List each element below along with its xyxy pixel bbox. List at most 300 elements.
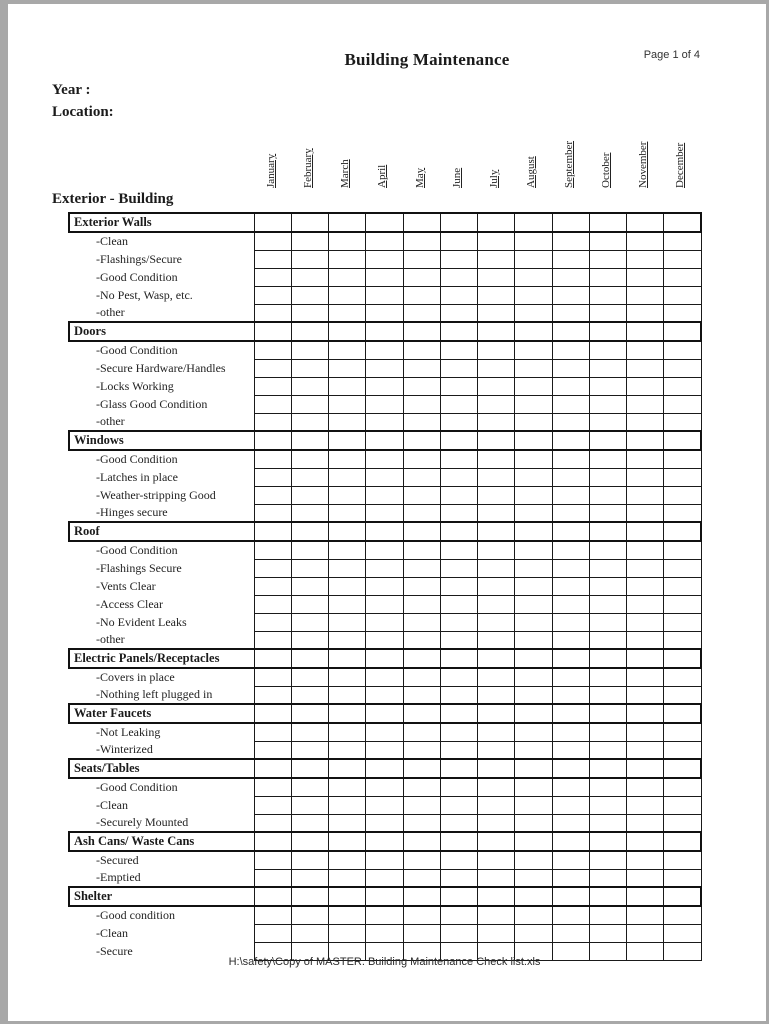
month-check-cell <box>552 851 589 869</box>
month-check-cell <box>403 431 440 450</box>
month-check-cell <box>403 341 440 359</box>
month-check-cell <box>627 559 664 577</box>
section-header-label: Ash Cans/ Waste Cans <box>69 832 254 851</box>
section-header-row <box>69 213 701 232</box>
month-check-cell <box>589 778 626 796</box>
month-check-cell <box>589 250 626 268</box>
month-check-cell <box>515 486 552 504</box>
month-check-cell <box>440 906 477 924</box>
month-check-cell <box>254 232 291 250</box>
month-check-cell <box>366 232 403 250</box>
month-check-cell <box>664 395 701 413</box>
checklist-item-label: -Latches in place <box>96 469 178 484</box>
month-check-cell <box>589 631 626 649</box>
month-check-cell <box>291 559 328 577</box>
month-check-cell <box>664 486 701 504</box>
month-check-cell <box>291 395 328 413</box>
month-check-cell <box>440 359 477 377</box>
month-check-cell <box>440 814 477 832</box>
month-check-cell <box>589 359 626 377</box>
month-check-cell <box>515 595 552 613</box>
month-check-cell <box>664 759 701 778</box>
month-check-cell <box>403 395 440 413</box>
month-check-cell <box>329 814 366 832</box>
checklist-item-row <box>69 268 701 286</box>
month-check-cell <box>515 395 552 413</box>
month-check-cell <box>589 322 626 341</box>
month-check-cell <box>403 906 440 924</box>
month-check-cell <box>515 832 552 851</box>
month-check-cell <box>366 431 403 450</box>
month-column-header <box>626 112 663 189</box>
month-check-cell <box>403 851 440 869</box>
month-check-cell <box>552 577 589 595</box>
section-header-label: Electric Panels/Receptacles <box>69 649 254 668</box>
checklist-item-row <box>69 395 701 413</box>
month-label: June <box>450 167 463 188</box>
month-check-cell <box>291 887 328 906</box>
checklist-item-row <box>69 250 701 268</box>
checklist-item-row <box>69 377 701 395</box>
month-check-cell <box>552 741 589 759</box>
month-check-cell <box>589 906 626 924</box>
month-check-cell <box>627 796 664 814</box>
month-check-cell <box>291 778 328 796</box>
month-check-cell <box>329 595 366 613</box>
month-check-cell <box>440 686 477 704</box>
month-check-cell <box>254 741 291 759</box>
month-check-cell <box>329 832 366 851</box>
month-check-cell <box>403 686 440 704</box>
checklist-item-label: -Not Leaking <box>96 725 161 739</box>
month-column-header <box>551 112 588 189</box>
month-check-cell <box>515 304 552 322</box>
month-label: January <box>264 153 277 188</box>
month-check-cell <box>329 213 366 232</box>
month-check-cell <box>254 504 291 522</box>
month-check-cell <box>329 541 366 559</box>
month-check-cell <box>291 286 328 304</box>
month-check-cell <box>329 468 366 486</box>
section-header-row <box>69 322 701 341</box>
month-column-header <box>514 112 551 189</box>
month-check-cell <box>664 341 701 359</box>
month-check-cell <box>440 613 477 631</box>
month-check-cell <box>664 796 701 814</box>
month-check-cell <box>478 851 515 869</box>
month-check-cell <box>664 686 701 704</box>
month-check-cell <box>403 649 440 668</box>
month-check-cell <box>254 286 291 304</box>
month-check-cell <box>366 468 403 486</box>
month-check-cell <box>440 723 477 741</box>
month-check-cell <box>515 723 552 741</box>
month-check-cell <box>291 359 328 377</box>
month-check-cell <box>366 395 403 413</box>
month-check-cell <box>291 450 328 468</box>
page-title: Building Maintenance <box>344 50 510 69</box>
month-column-header <box>328 112 365 189</box>
month-check-cell <box>664 631 701 649</box>
month-check-cell <box>366 887 403 906</box>
checklist-item-label: -Weather-stripping Good <box>96 487 216 502</box>
month-check-cell <box>329 796 366 814</box>
month-check-cell <box>589 649 626 668</box>
month-check-cell <box>478 504 515 522</box>
month-check-cell <box>589 395 626 413</box>
month-check-cell <box>291 704 328 723</box>
month-label: May <box>413 167 426 188</box>
month-check-cell <box>478 559 515 577</box>
month-check-cell <box>366 577 403 595</box>
month-check-cell <box>664 577 701 595</box>
month-check-cell <box>254 486 291 504</box>
checklist-item-label: -Good Condition <box>96 780 178 794</box>
month-check-cell <box>366 559 403 577</box>
checklist-item-row <box>69 450 701 468</box>
month-check-cell <box>664 450 701 468</box>
month-check-cell <box>254 431 291 450</box>
month-check-cell <box>440 778 477 796</box>
month-check-cell <box>627 577 664 595</box>
month-check-cell <box>254 213 291 232</box>
month-check-cell <box>664 322 701 341</box>
month-check-cell <box>440 796 477 814</box>
month-check-cell <box>440 504 477 522</box>
section-header-label: Seats/Tables <box>69 759 254 778</box>
checklist-item-row <box>69 869 701 887</box>
month-check-cell <box>291 796 328 814</box>
month-check-cell <box>440 741 477 759</box>
checklist-item-row <box>69 814 701 832</box>
month-check-cell <box>552 213 589 232</box>
month-check-cell <box>291 304 328 322</box>
month-check-cell <box>589 668 626 686</box>
month-column-header <box>439 112 476 189</box>
month-check-cell <box>589 486 626 504</box>
month-check-cell <box>291 631 328 649</box>
month-check-cell <box>329 395 366 413</box>
month-check-cell <box>440 395 477 413</box>
month-check-cell <box>478 631 515 649</box>
month-check-cell <box>664 431 701 450</box>
month-check-cell <box>329 759 366 778</box>
month-check-cell <box>291 924 328 942</box>
month-check-cell <box>664 723 701 741</box>
checklist-item-label: -Locks Working <box>96 378 174 393</box>
month-check-cell <box>627 268 664 286</box>
month-check-cell <box>366 486 403 504</box>
month-check-cell <box>366 723 403 741</box>
footer-file-path: H:\safety\Copy of MASTER. Building Maintenance Check list.xls <box>228 956 541 968</box>
month-check-cell <box>440 250 477 268</box>
month-check-cell <box>552 869 589 887</box>
month-check-cell <box>627 541 664 559</box>
month-check-cell <box>366 595 403 613</box>
month-check-cell <box>329 906 366 924</box>
checklist-item-row <box>69 559 701 577</box>
month-check-cell <box>552 304 589 322</box>
month-check-cell <box>254 268 291 286</box>
month-check-cell <box>254 522 291 541</box>
month-check-cell <box>515 450 552 468</box>
month-check-cell <box>627 649 664 668</box>
month-check-cell <box>254 887 291 906</box>
month-check-cell <box>515 686 552 704</box>
month-check-cell <box>329 686 366 704</box>
month-check-cell <box>291 504 328 522</box>
month-check-cell <box>440 759 477 778</box>
month-check-cell <box>366 377 403 395</box>
month-check-cell <box>254 704 291 723</box>
month-check-cell <box>515 851 552 869</box>
month-check-cell <box>664 613 701 631</box>
month-check-cell <box>254 723 291 741</box>
month-check-cell <box>329 286 366 304</box>
month-check-cell <box>552 759 589 778</box>
month-check-cell <box>552 778 589 796</box>
checklist-item-label: -Nothing left plugged in <box>96 687 213 701</box>
month-check-cell <box>403 924 440 942</box>
month-check-cell <box>440 541 477 559</box>
month-check-cell <box>627 431 664 450</box>
checklist-item-row <box>69 504 701 522</box>
month-check-cell <box>403 268 440 286</box>
month-check-cell <box>627 851 664 869</box>
month-check-cell <box>440 851 477 869</box>
month-check-cell <box>366 924 403 942</box>
month-check-cell <box>291 341 328 359</box>
checklist-item-label: -Good Condition <box>96 452 178 466</box>
month-check-cell <box>589 559 626 577</box>
month-check-cell <box>366 268 403 286</box>
month-check-cell <box>627 322 664 341</box>
month-check-cell <box>329 486 366 504</box>
month-check-cell <box>403 577 440 595</box>
month-check-cell <box>664 304 701 322</box>
month-check-cell <box>291 322 328 341</box>
month-check-cell <box>291 869 328 887</box>
checklist-item-label: -Good condition <box>96 908 175 922</box>
month-check-cell <box>664 869 701 887</box>
month-check-cell <box>329 869 366 887</box>
month-check-cell <box>589 595 626 613</box>
checklist-item-label: -other <box>96 632 125 646</box>
month-check-cell <box>589 741 626 759</box>
month-check-cell <box>589 577 626 595</box>
month-check-cell <box>627 468 664 486</box>
month-check-cell <box>515 613 552 631</box>
month-check-cell <box>627 341 664 359</box>
month-check-cell <box>403 322 440 341</box>
month-check-cell <box>627 704 664 723</box>
month-check-cell <box>329 450 366 468</box>
month-check-cell <box>254 559 291 577</box>
month-check-cell <box>366 522 403 541</box>
month-check-cell <box>254 668 291 686</box>
month-check-cell <box>291 814 328 832</box>
section-header-row <box>69 832 701 851</box>
month-check-cell <box>403 796 440 814</box>
month-check-cell <box>254 377 291 395</box>
month-check-cell <box>254 851 291 869</box>
section-header-label: Doors <box>69 322 254 341</box>
month-check-cell <box>552 413 589 431</box>
month-check-cell <box>366 413 403 431</box>
month-check-cell <box>552 359 589 377</box>
month-check-cell <box>440 522 477 541</box>
month-check-cell <box>589 869 626 887</box>
month-check-cell <box>515 778 552 796</box>
month-check-cell <box>478 832 515 851</box>
month-label: November <box>637 141 650 188</box>
checklist-item-label: -Flashings Secure <box>96 560 182 575</box>
month-check-cell <box>254 450 291 468</box>
month-check-cell <box>254 250 291 268</box>
month-check-cell <box>515 522 552 541</box>
month-check-cell <box>664 814 701 832</box>
month-check-cell <box>254 778 291 796</box>
month-check-cell <box>329 304 366 322</box>
month-check-cell <box>515 359 552 377</box>
month-check-cell <box>366 613 403 631</box>
month-check-cell <box>329 250 366 268</box>
month-label: September <box>562 140 575 188</box>
month-check-cell <box>515 377 552 395</box>
month-check-cell <box>515 631 552 649</box>
month-check-cell <box>664 504 701 522</box>
checklist-item-label: -Secure Hardware/Handles <box>96 360 226 375</box>
month-check-cell <box>627 686 664 704</box>
month-check-cell <box>440 869 477 887</box>
month-check-cell <box>515 887 552 906</box>
month-check-cell <box>627 814 664 832</box>
month-check-cell <box>329 359 366 377</box>
month-check-cell <box>478 869 515 887</box>
month-check-cell <box>403 559 440 577</box>
month-check-cell <box>627 232 664 250</box>
checklist-item-label: -Good Condition <box>96 343 178 357</box>
month-check-cell <box>664 232 701 250</box>
month-check-cell <box>440 924 477 942</box>
month-check-cell <box>254 906 291 924</box>
month-check-cell <box>664 468 701 486</box>
month-check-cell <box>478 341 515 359</box>
section-header-row <box>69 431 701 450</box>
month-check-cell <box>403 869 440 887</box>
month-check-cell <box>291 686 328 704</box>
month-check-cell <box>366 796 403 814</box>
month-column-header <box>365 112 402 189</box>
month-check-cell <box>478 723 515 741</box>
month-check-cell <box>254 577 291 595</box>
month-check-cell <box>440 486 477 504</box>
month-check-cell <box>403 541 440 559</box>
checklist-item-label: -Good Condition <box>96 543 178 557</box>
month-check-cell <box>291 541 328 559</box>
checklist-item-label: -Flashings/Secure <box>96 251 182 266</box>
month-check-cell <box>589 504 626 522</box>
month-check-cell <box>329 413 366 431</box>
month-check-cell <box>478 906 515 924</box>
month-check-cell <box>627 741 664 759</box>
month-check-cell <box>440 322 477 341</box>
month-check-cell <box>515 268 552 286</box>
year-field-label: Year : <box>52 82 91 98</box>
month-check-cell <box>478 577 515 595</box>
month-check-cell <box>627 906 664 924</box>
section-header-label: Windows <box>69 431 254 450</box>
month-check-cell <box>366 322 403 341</box>
month-check-cell <box>291 851 328 869</box>
month-check-cell <box>254 359 291 377</box>
month-check-cell <box>403 832 440 851</box>
month-check-cell <box>366 631 403 649</box>
month-check-cell <box>440 468 477 486</box>
section-header-row <box>69 704 701 723</box>
month-check-cell <box>403 723 440 741</box>
month-check-cell <box>627 377 664 395</box>
month-check-cell <box>515 924 552 942</box>
month-check-cell <box>589 213 626 232</box>
month-check-cell <box>403 450 440 468</box>
month-check-cell <box>627 486 664 504</box>
month-check-cell <box>627 832 664 851</box>
section-header-label: Water Faucets <box>69 704 254 723</box>
month-check-cell <box>664 851 701 869</box>
month-check-cell <box>478 359 515 377</box>
month-check-cell <box>478 322 515 341</box>
month-check-cell <box>440 431 477 450</box>
month-check-cell <box>552 887 589 906</box>
section-heading: Exterior - Building <box>52 191 174 207</box>
month-check-cell <box>627 522 664 541</box>
month-column-header <box>588 112 625 189</box>
month-check-cell <box>664 924 701 942</box>
month-check-cell <box>515 541 552 559</box>
checklist-item-row <box>69 613 701 631</box>
month-check-cell <box>366 814 403 832</box>
month-check-cell <box>664 377 701 395</box>
month-check-cell <box>440 668 477 686</box>
month-check-cell <box>664 250 701 268</box>
month-check-cell <box>403 304 440 322</box>
section-header-row <box>69 522 701 541</box>
month-check-cell <box>589 541 626 559</box>
checklist-item-row <box>69 232 701 250</box>
month-check-cell <box>366 906 403 924</box>
month-check-cell <box>254 595 291 613</box>
checklist-item-label: -Covers in place <box>96 670 175 684</box>
month-check-cell <box>515 869 552 887</box>
month-check-cell <box>478 814 515 832</box>
month-check-cell <box>552 613 589 631</box>
month-check-cell <box>515 504 552 522</box>
month-check-cell <box>366 759 403 778</box>
month-check-cell <box>478 759 515 778</box>
month-check-cell <box>403 887 440 906</box>
month-check-cell <box>478 395 515 413</box>
checklist-item-row <box>69 541 701 559</box>
month-check-cell <box>552 631 589 649</box>
month-check-cell <box>552 468 589 486</box>
checklist-item-label: -Emptied <box>96 870 141 884</box>
month-check-cell <box>254 924 291 942</box>
month-check-cell <box>254 686 291 704</box>
checklist-item-row <box>69 924 701 942</box>
month-check-cell <box>478 887 515 906</box>
month-check-cell <box>478 450 515 468</box>
